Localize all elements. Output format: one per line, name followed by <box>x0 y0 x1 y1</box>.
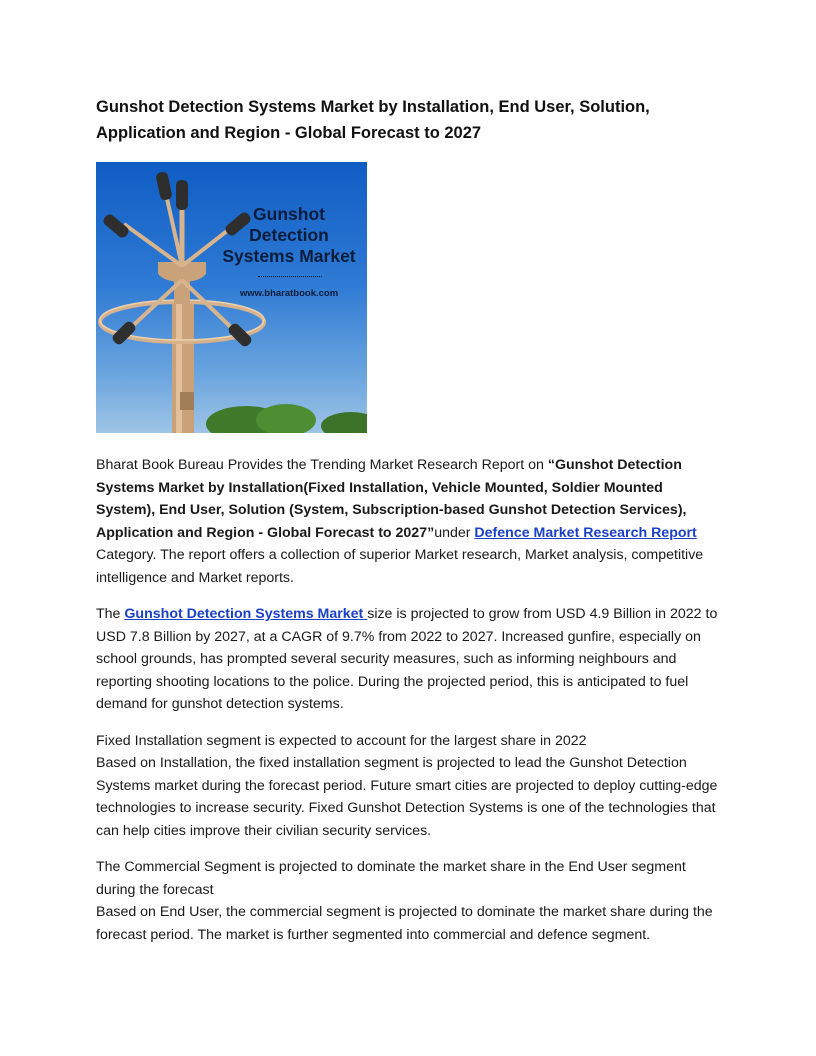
installation-paragraph <box>96 730 720 843</box>
intro-under: under <box>434 524 475 541</box>
document-page <box>96 94 720 943</box>
defence-report-link[interactable]: Defence Market Research Report <box>474 524 697 541</box>
end-user-heading: The Commercial Segment is projected to dominate the market share in the End User segment during the forecast <box>96 859 686 898</box>
installation-heading: Fixed Installation segment is expected to account for the largest share in 2022 <box>96 732 587 749</box>
intro-paragraph <box>96 454 720 589</box>
installation-text: Based on Installation, the fixed installation segment is projected to lead the Gunshot Detection Systems market during the forecast period. Future smart cities are projected to deploy cutting-edge technologies to increase security. Fixed Gunshot Detection Systems is one of the technologies that can help cities improve their civilian security services. <box>96 755 718 839</box>
market-size-paragraph <box>96 603 720 716</box>
end-user-paragraph <box>96 856 720 946</box>
image-title-line-2: Detection <box>249 225 329 245</box>
gunshot-market-link[interactable]: Gunshot Detection Systems Market <box>124 606 368 622</box>
document-title: Gunshot Detection Systems Market by Installation, End User, Solution, Application and Region - Global Forecast to 2027 <box>96 98 650 142</box>
market-prefix: The <box>96 606 125 622</box>
image-url: www.bharatbook.com <box>239 288 339 299</box>
gunshot-sensor-image <box>96 162 367 433</box>
image-divider <box>258 276 322 277</box>
market-suffix: size is projected to grow from USD 4.9 Billion in 2022 to USD 7.8 Billion by 2027, at a CAGR of 9.7% from 2022 to 2027. Increased gunfire, especially on school grounds, has prompted several security measures, such as informing neighbours and reporting shooting locations to the police. During the projected period, this is anticipated to fuel demand for gunshot detection systems. <box>96 606 718 712</box>
intro-suffix: Category. The report offers a collection of superior Market research, Market analysis, competitive intelligence and Market reports. <box>96 547 704 586</box>
document-body <box>96 454 720 960</box>
image-title-line-1: Gunshot <box>253 204 325 224</box>
intro-prefix: Bharat Book Bureau Provides the Trending Market Research Report on <box>96 457 548 473</box>
image-title-line-3: Systems Market <box>222 246 356 266</box>
end-user-text: Based on End User, the commercial segment is projected to dominate the market share during the forecast period. The market is further segmented into commercial and defence segment. <box>96 904 713 943</box>
image-title <box>204 204 367 267</box>
intro-report-title: “Gunshot Detection Systems Market by Installation(Fixed Installation, Vehicle Mounted, Soldier Mounted System), End User, Solution (System, Subscription-based Gunshot Detection Services), Application and Region - Global Forecast to 2027” <box>96 457 687 541</box>
